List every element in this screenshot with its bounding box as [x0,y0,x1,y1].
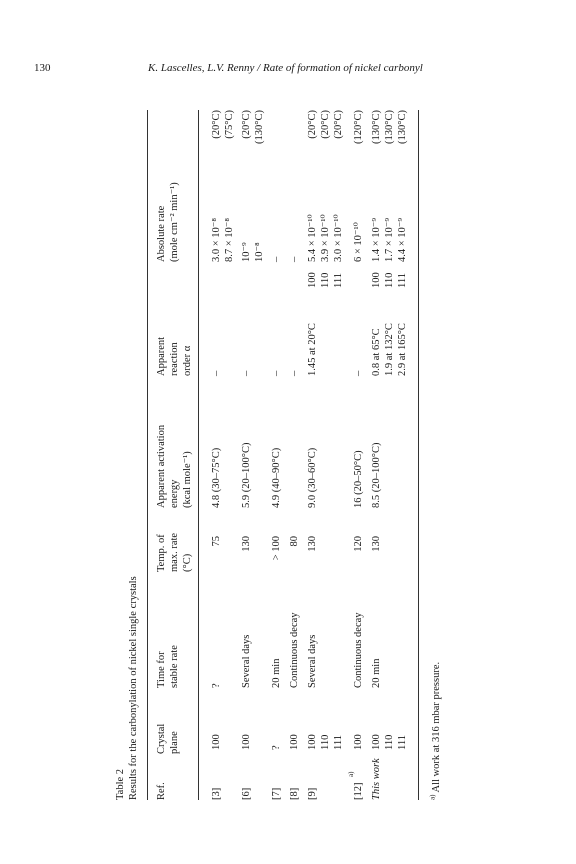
header-energy: Apparent activation [156,424,167,508]
cell-plane: 100 [371,734,382,750]
header-plane: plane [169,731,180,754]
cell-rate-temp: (20°C) [320,110,331,139]
cell-order: – [241,370,252,376]
bottom-rule [418,110,419,800]
cell-order: 1.45 at 20°C [307,323,318,376]
header-time: Time for [156,651,167,688]
cell-ref: [3] [211,787,222,800]
cell-temp: 130 [241,536,252,552]
cell-rate: 1.7 × 10⁻⁹ [384,218,395,262]
rotated-table: Table 2 Results for the carbonylation of nickel single crystals Ref. Crystal plane Time for stable rate Temp. of max. rate (°C) Apparent activation energy (kcal mole⁻¹) Apparent reaction order α Absolute rate (mole cm⁻² min⁻¹) [3] 100 ? 75 4.8 (30–75°C) – 3.0 × 10⁻⁸ 8.7 × 10⁻⁸ (20°C) (75°C) [6] 100 Several days 130 5.9 (20–100°C) – 10⁻⁹ 10⁻⁸ (20°C) (130°C) [7] ? 20 min > 100 4.9 (40–90°C) – – [8] 100 Continuous decay 80 – – [9] 100 110 111 Several days 130 9.0 (30–60°C) 1.45 at 20°C 100 110 111 5.4 × 10⁻¹⁰ 3.9 × 10⁻¹⁰ 3.0 × 10⁻¹⁰ (20°C) (20°C) (20°C) [12] a) 100 Continuous decay 120 16 (20–50°C) – 6 × 10⁻¹⁰ (120°C) This work 100 110 111 20 min 130 8.5 (20–100°C) 0.8 at 65°C 1.9 at 132°C 2.9 at 165°C 100 110 111 1.4 × 10⁻⁹ 1.7 × 10⁻⁹ 4.4 × 10⁻⁹ (130°C) (130°C) (130°C) $^{a)}$ All work at 316 mbar pressure. [115,110,442,800]
header-temp: (°C) [182,553,193,572]
cell-plane: 100 [307,734,318,750]
cell-plane: ? [271,745,282,750]
cell-rate-temp: (120°C) [353,110,364,144]
cell-rate-temp: (20°C) [241,110,252,139]
header-ref: Ref. [156,782,167,800]
cell-rate-plane: 100 [307,272,318,288]
header-rule [198,110,199,800]
top-rule [147,110,148,800]
cell-rate: 8.7 × 10⁻⁸ [224,218,235,262]
cell-energy: 16 (20–50°C) [353,450,364,508]
cell-rate-plane: 110 [320,272,331,288]
cell-rate-plane: 110 [384,272,395,288]
cell-energy: 4.8 (30–75°C) [211,447,222,508]
header-order: reaction [169,342,180,376]
cell-rate: 10⁻⁸ [254,242,265,262]
page-number: 130 [34,62,51,74]
cell-temp: > 100 [271,536,282,561]
cell-order: – [211,370,222,376]
running-head: K. Lascelles, L.V. Renny / Rate of formation of nickel carbonyl [148,62,423,74]
cell-ref: [7] [271,787,282,800]
header-plane: Crystal [156,723,167,754]
cell-rate-temp: (130°C) [254,110,265,144]
header-order: order α [182,345,193,376]
cell-rate: 1.4 × 10⁻⁹ [371,218,382,262]
table-footnote [430,662,443,800]
header-temp: max. rate [169,532,180,572]
cell-temp: 130 [307,536,318,552]
table-label: Table 2 [115,768,126,800]
cell-rate-plane: 100 [371,272,382,288]
cell-rate-temp: (130°C) [384,110,395,144]
cell-time: ? [211,683,222,688]
cell-time: 20 min [271,658,282,688]
cell-rate-plane: 111 [397,273,408,288]
cell-energy: 9.0 (30–60°C) [307,447,318,508]
header-rate: (mole cm⁻² min⁻¹) [169,182,180,262]
cell-temp: 80 [289,536,300,547]
cell-ref: [8] [289,787,300,800]
cell-order: – [353,370,364,376]
cell-ref: [6] [241,787,252,800]
header-energy: energy [169,479,180,508]
cell-energy: 5.9 (20–100°C) [241,442,252,508]
cell-rate-temp: (130°C) [371,110,382,144]
table-title: Results for the carbonylation of nickel single crystals [128,576,139,800]
cell-rate: 4.4 × 10⁻⁹ [397,218,408,262]
cell-order: – [289,370,300,376]
cell-temp: 130 [371,536,382,552]
header-time: stable rate [169,645,180,688]
cell-time: Several days [241,634,252,688]
cell-time: 20 min [371,658,382,688]
cell-rate-plane: 111 [333,273,344,288]
cell-plane: 100 [241,734,252,750]
cell-order: – [271,370,282,376]
cell-ref: This work [371,758,382,800]
cell-rate: 6 × 10⁻¹⁰ [353,222,364,262]
header-temp: Temp. of [156,534,167,572]
cell-rate-temp: (20°C) [307,110,318,139]
cell-time: Several days [307,634,318,688]
cell-plane: 111 [333,735,344,750]
cell-rate-temp: (20°C) [211,110,222,139]
header-rate: Absolute rate [156,205,167,262]
cell-plane: 100 [289,734,300,750]
cell-rate: 3.0 × 10⁻¹⁰ [333,214,344,262]
cell-plane: 100 [353,734,364,750]
cell-rate: – [271,256,282,262]
cell-time: Continuous decay [353,612,364,688]
cell-order: 0.8 at 65°C [371,328,382,376]
header-energy: (kcal mole⁻¹) [182,451,193,508]
cell-ref: [12] [353,782,364,800]
cell-plane: 100 [211,734,222,750]
cell-temp: 120 [353,536,364,552]
footnote-text: All work at 316 mbar pressure. [431,661,442,795]
cell-energy: 4.9 (40–90°C) [271,447,282,508]
cell-ref: [9] [307,787,318,800]
cell-rate: – [289,256,300,262]
cell-plane: 110 [320,734,331,750]
cell-rate: 3.0 × 10⁻⁸ [211,218,222,262]
cell-rate-temp: (75°C) [224,110,235,139]
cell-rate-temp: (20°C) [333,110,344,139]
cell-plane: 110 [384,734,395,750]
cell-rate: 5.4 × 10⁻¹⁰ [307,214,318,262]
cell-order: 2.9 at 165°C [397,323,408,376]
cell-time: Continuous decay [289,612,300,688]
header-order: Apparent [156,336,167,376]
cell-plane: 111 [397,735,408,750]
cell-rate-temp: (130°C) [397,110,408,144]
cell-temp: 75 [211,536,222,547]
cell-rate: 10⁻⁹ [241,242,252,262]
cell-energy: 8.5 (20–100°C) [371,442,382,508]
cell-rate: 3.9 × 10⁻¹⁰ [320,214,331,262]
footnote-mark: a) [428,794,437,800]
cell-order: 1.9 at 132°C [384,323,395,376]
